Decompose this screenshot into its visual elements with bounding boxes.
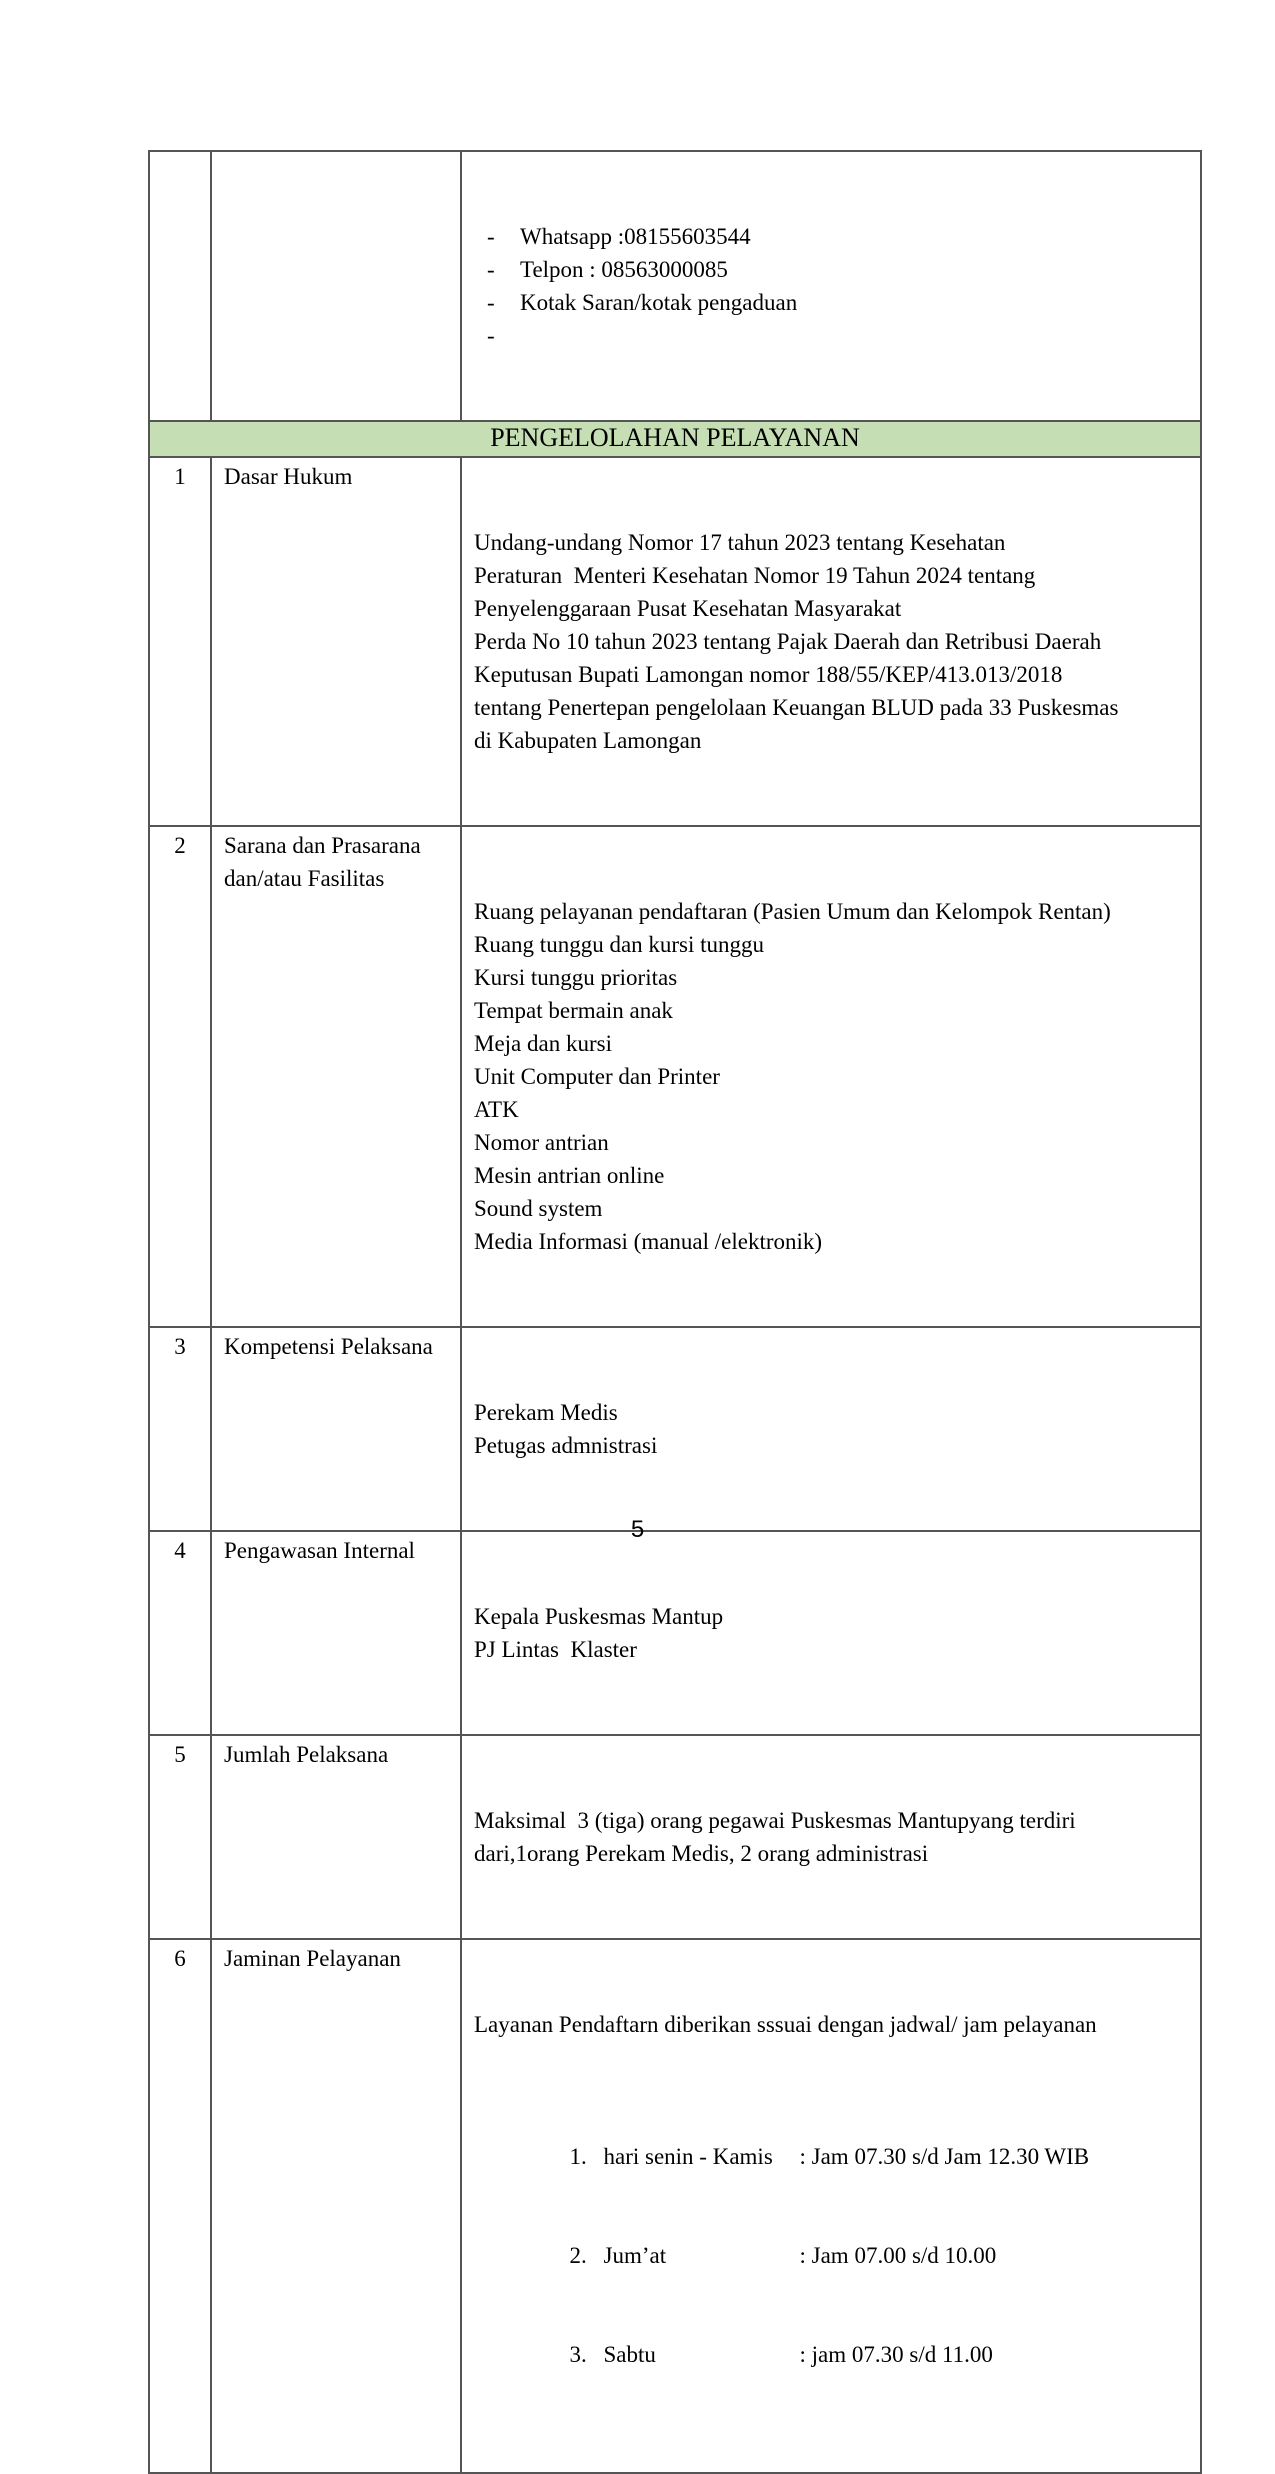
content-line: di Kabupaten Lamongan (474, 728, 702, 753)
content-line: Peraturan Menteri Kesehatan Nomor 19 Tahun 2024 tentang (474, 563, 1036, 588)
contact-list-text: Kotak Saran/kotak pengaduan (520, 290, 798, 315)
dash-bullet: - (487, 290, 495, 315)
row-3-label: Kompetensi Pelaksana (211, 1327, 461, 1531)
table-row-2 (149, 826, 1201, 1327)
content-line: Sound system (474, 1196, 603, 1221)
schedule-item-time: : Jam 07.00 s/d 10.00 (799, 2243, 997, 2268)
row-6-number: 6 (149, 1939, 211, 2473)
row-5-label: Jumlah Pelaksana (211, 1735, 461, 1939)
content-line: Meja dan kursi (474, 1031, 612, 1056)
content-line: Tempat bermain anak (474, 998, 673, 1023)
row-1-label: Dasar Hukum (211, 457, 461, 826)
schedule-item-day: hari senin - Kamis (603, 2144, 779, 2169)
row-4-label: Pengawasan Internal (211, 1531, 461, 1735)
section-header: PENGELOLAHAN PELAYANAN (149, 421, 1201, 457)
schedule-item-number: 1. (569, 2144, 587, 2169)
contact-list-item (474, 220, 1190, 253)
content-line: Perda No 10 tahun 2023 tentang Pajak Daerah dan Retribusi Daerah (474, 629, 1102, 654)
dash-bullet: - (487, 323, 495, 348)
content-line: Kursi tunggu prioritas (474, 965, 678, 990)
row-6-label: Jaminan Pelayanan (211, 1939, 461, 2473)
contact-list-item (474, 286, 1190, 319)
schedule-item (474, 2206, 1190, 2305)
table-row-5 (149, 1735, 1201, 1939)
contact-list-text: Telpon : 08563000085 (520, 257, 728, 282)
schedule-item (474, 2305, 1190, 2404)
schedule-item-day: Sabtu (603, 2342, 656, 2367)
schedule-intro: Layanan Pendaftarn diberikan sssuai dengan jadwal/ jam pelayanan (474, 2012, 1097, 2037)
row-2-number: 2 (149, 826, 211, 1327)
contact-list-text: Whatsapp :08155603544 (520, 224, 751, 249)
content-line: Mesin antrian online (474, 1163, 665, 1188)
content-line: ATK (474, 1097, 519, 1122)
contact-row-label-cell (211, 151, 461, 421)
row-2-content (461, 826, 1201, 1327)
content-line: Ruang tunggu dan kursi tunggu (474, 932, 765, 957)
row-3-content (461, 1327, 1201, 1531)
schedule-item-number: 2. (569, 2243, 587, 2268)
contact-list-text (520, 319, 1190, 352)
content-line: Penyelenggaraan Pusat Kesehatan Masyarakat (474, 596, 902, 621)
row-1-number: 1 (149, 457, 211, 826)
content-line: Ruang pelayanan pendaftaran (Pasien Umum dan Kelompok Rentan) (474, 899, 1111, 924)
contact-row-number-cell (149, 151, 211, 421)
content-line: Media Informasi (manual /elektronik) (474, 1229, 823, 1254)
content-line: Perekam Medis (474, 1400, 618, 1425)
content-line: tentang Penertepan pengelolaan Keuangan BLUD pada 33 Puskesmas (474, 695, 1119, 720)
table-row-4 (149, 1531, 1201, 1735)
content-line: Undang-undang Nomor 17 tahun 2023 tentang Kesehatan (474, 530, 1006, 555)
schedule-item-time: : jam 07.30 s/d 11.00 (799, 2342, 993, 2367)
contact-list-item (474, 319, 1190, 352)
contact-row (149, 151, 1201, 421)
row-5-number: 5 (149, 1735, 211, 1939)
content-line: Keputusan Bupati Lamongan nomor 188/55/KEP/413.013/2018 (474, 662, 1063, 687)
schedule-item-day: Jum’at (603, 2243, 667, 2268)
content-line: PJ Lintas Klaster (474, 1637, 637, 1662)
row-5-content (461, 1735, 1201, 1939)
row-3-number: 3 (149, 1327, 211, 1531)
content-line: dari,1orang Perekam Medis, 2 orang administrasi (474, 1841, 929, 1866)
table-row-3 (149, 1327, 1201, 1531)
page-number: 5 (630, 1516, 645, 1543)
row-4-content (461, 1531, 1201, 1735)
contact-list-item (474, 253, 1190, 286)
dash-bullet: - (487, 224, 495, 249)
dash-bullet: - (487, 257, 495, 282)
content-line: Petugas admnistrasi (474, 1433, 658, 1458)
row-1-content (461, 457, 1201, 826)
content-line: Nomor antrian (474, 1130, 609, 1155)
table-row-1 (149, 457, 1201, 826)
row-2-label: Sarana dan Prasarana dan/atau Fasilitas (211, 826, 461, 1327)
schedule-item-number: 3. (569, 2342, 587, 2367)
row-6-content (461, 1939, 1201, 2473)
row-4-number: 4 (149, 1531, 211, 1735)
section-header-row (149, 421, 1201, 457)
contact-row-content-cell (461, 151, 1201, 421)
table-row-6 (149, 1939, 1201, 2473)
content-line: Maksimal 3 (tiga) orang pegawai Puskesmas Mantupyang terdiri (474, 1808, 1076, 1833)
content-line: Unit Computer dan Printer (474, 1064, 720, 1089)
schedule-item (474, 2107, 1190, 2206)
content-line: Kepala Puskesmas Mantup (474, 1604, 724, 1629)
service-standard-table (148, 150, 1202, 2474)
schedule-item-time: : Jam 07.30 s/d Jam 12.30 WIB (799, 2144, 1090, 2169)
